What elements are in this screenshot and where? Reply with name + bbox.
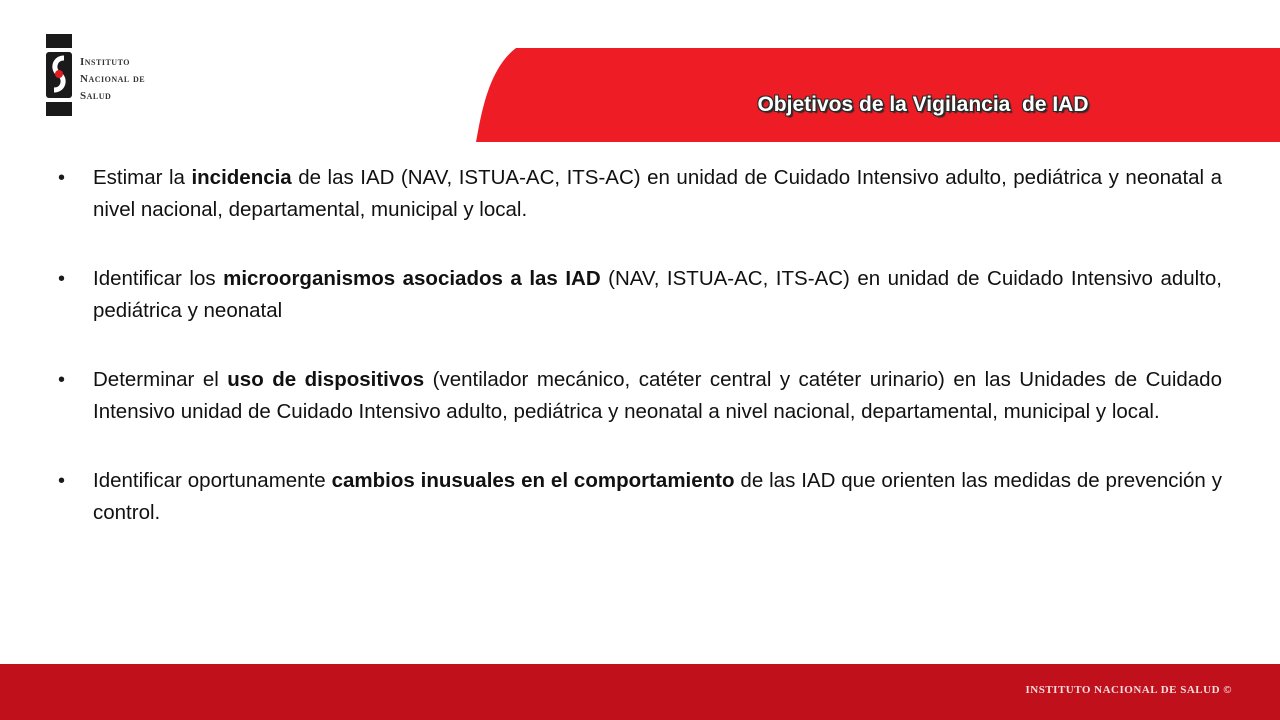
logo-line-2: Nacional de bbox=[80, 73, 146, 85]
list-item bbox=[58, 162, 1222, 226]
logo-text bbox=[80, 54, 145, 105]
list-item bbox=[58, 263, 1222, 327]
bullet-icon: • bbox=[58, 268, 66, 290]
bullet-text: Identificar los microorganismos asociados a las IAD (NAV, ISTUA-AC, ITS-AC) en unidad de Cuidado Intensivo adulto, pediátrica y neonatal bbox=[93, 267, 1222, 322]
bullet-bold-term: incidencia bbox=[191, 166, 292, 189]
slide-title: Objetivos de la Vigilancia de IAD bbox=[757, 93, 1089, 116]
bullet-text: Determinar el uso de dispositivos (ventilador mecánico, catéter central y catéter urinario) en las Unidades de Cuidado Intensivo unidad de Cuidado Intensivo adulto, pediátrica y neonatal a nivel nacional, departamental, municipal y local. bbox=[93, 368, 1222, 423]
list-item bbox=[58, 465, 1222, 529]
list-item bbox=[58, 364, 1222, 428]
bullet-text: Estimar la incidencia de las IAD (NAV, ISTUA-AC, ITS-AC) en unidad de Cuidado Intensivo adulto, pediátrica y neonatal a nivel nacional, departamental, municipal y local. bbox=[93, 166, 1222, 221]
bullet-icon: • bbox=[58, 369, 66, 391]
objectives-list bbox=[58, 162, 1222, 566]
footer-copyright: INSTITUTO NACIONAL DE SALUD © bbox=[1025, 684, 1232, 696]
logo-line-1: Instituto bbox=[80, 56, 130, 68]
logo-line-3: Salud bbox=[80, 90, 112, 102]
bullet-icon: • bbox=[58, 470, 66, 492]
bullet-icon: • bbox=[58, 167, 66, 189]
bullet-bold-term: microorganismos asociados a las IAD bbox=[223, 267, 601, 290]
bullet-bold-term: cambios inusuales en el comportamiento bbox=[331, 469, 735, 492]
bullet-text: Identificar oportunamente cambios inusuales en el comportamiento de las IAD que orienten las medidas de prevención y control. bbox=[93, 469, 1222, 524]
footer-bar bbox=[0, 664, 1280, 720]
ins-logo-icon bbox=[46, 34, 72, 116]
institution-logo bbox=[40, 32, 180, 124]
bullet-bold-term: uso de dispositivos bbox=[227, 368, 425, 391]
